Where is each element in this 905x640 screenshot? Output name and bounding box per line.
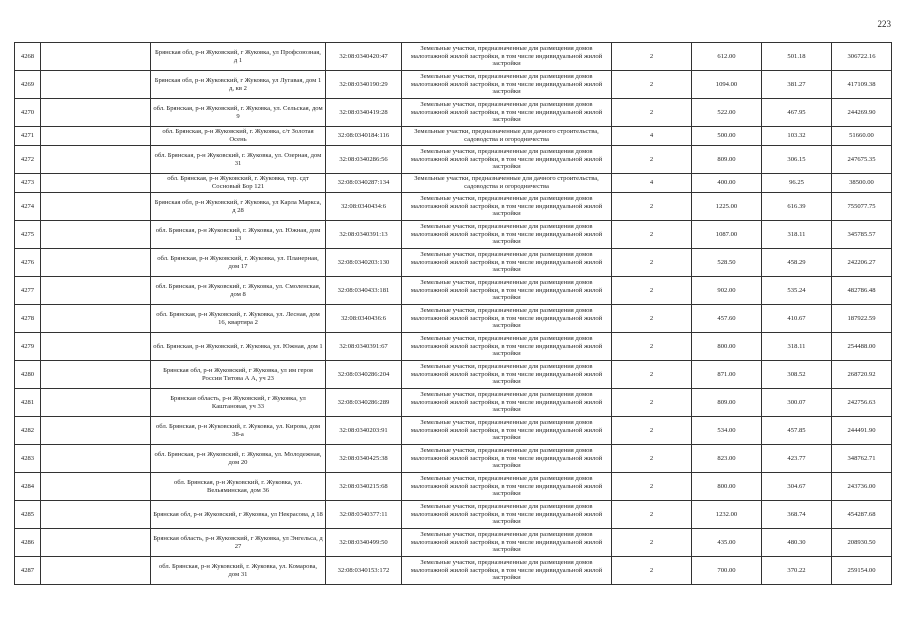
land-use-cell: Земельные участки, предназначенные для дачного строительства, садоводства и огородничества	[402, 174, 612, 193]
area-cell: 700.00	[692, 557, 762, 585]
row-number-cell: 4278	[15, 305, 41, 333]
area-cell: 400.00	[692, 174, 762, 193]
land-use-cell: Земельные участки, предназначенные для размещения домов малоэтажной жилой застройки, в том числе индивидуальной жилой застройки	[402, 529, 612, 557]
use-code-cell: 2	[612, 529, 692, 557]
blank-cell	[41, 174, 151, 193]
specific-value-cell: 616.39	[762, 193, 832, 221]
use-code-cell: 2	[612, 445, 692, 473]
land-use-cell: Земельные участки, предназначенные для дачного строительства, садоводства и огородничества	[402, 127, 612, 146]
row-number-cell: 4282	[15, 417, 41, 445]
land-use-cell: Земельные участки, предназначенные для размещения домов малоэтажной жилой застройки, в том числе индивидуальной жилой застройки	[402, 389, 612, 417]
cadastral-number-cell: 32:08:0340203:130	[326, 249, 402, 277]
area-cell: 435.00	[692, 529, 762, 557]
land-use-cell: Земельные участки, предназначенные для размещения домов малоэтажной жилой застройки, в том числе индивидуальной жилой застройки	[402, 473, 612, 501]
address-cell: Брянская обл, р-н Жуковский, г Жуковка, ул Некрасова, д 18	[151, 501, 326, 529]
land-use-cell: Земельные участки, предназначенные для размещения домов малоэтажной жилой застройки, в том числе индивидуальной жилой застройки	[402, 445, 612, 473]
cadastral-value-table	[14, 42, 892, 585]
specific-value-cell: 306.15	[762, 146, 832, 174]
address-cell: обл. Брянская, р-н Жуковский, г. Жуковка, ул. Вельяминская, дом 36	[151, 473, 326, 501]
land-use-cell: Земельные участки, предназначенные для размещения домов малоэтажной жилой застройки, в том числе индивидуальной жилой застройки	[402, 221, 612, 249]
cadastral-value-cell: 482786.48	[832, 277, 892, 305]
use-code-cell: 2	[612, 277, 692, 305]
specific-value-cell: 96.25	[762, 174, 832, 193]
table-row	[15, 305, 892, 333]
row-number-cell: 4270	[15, 99, 41, 127]
address-cell: обл. Брянская, р-н Жуковский, г. Жуковка, ул. Кирова, дом 38-а	[151, 417, 326, 445]
row-number-cell: 4277	[15, 277, 41, 305]
cadastral-number-cell: 32:08:0340391:67	[326, 333, 402, 361]
area-cell: 809.00	[692, 389, 762, 417]
area-cell: 871.00	[692, 361, 762, 389]
cadastral-number-cell: 32:08:0340391:13	[326, 221, 402, 249]
cadastral-number-cell: 32:08:0340286:204	[326, 361, 402, 389]
blank-cell	[41, 71, 151, 99]
address-cell: обл. Брянская, р-н Жуковский, г. Жуковка, ул. Комарова, дом 31	[151, 557, 326, 585]
row-number-cell: 4269	[15, 71, 41, 99]
specific-value-cell: 381.27	[762, 71, 832, 99]
table-row	[15, 99, 892, 127]
land-use-cell: Земельные участки, предназначенные для размещения домов малоэтажной жилой застройки, в том числе индивидуальной жилой застройки	[402, 71, 612, 99]
specific-value-cell: 457.85	[762, 417, 832, 445]
page-number: 223	[877, 19, 891, 29]
specific-value-cell: 480.30	[762, 529, 832, 557]
cadastral-number-cell: 32:08:0340377:11	[326, 501, 402, 529]
cadastral-value-cell: 243736.00	[832, 473, 892, 501]
blank-cell	[41, 417, 151, 445]
cadastral-number-cell: 32:08:0340425:38	[326, 445, 402, 473]
address-cell: обл. Брянская, р-н Жуковский, г. Жуковка, тер. сдт Сосновый Бор 121	[151, 174, 326, 193]
blank-cell	[41, 249, 151, 277]
use-code-cell: 2	[612, 71, 692, 99]
specific-value-cell: 304.67	[762, 473, 832, 501]
table-row	[15, 146, 892, 174]
use-code-cell: 2	[612, 361, 692, 389]
blank-cell	[41, 127, 151, 146]
row-number-cell: 4271	[15, 127, 41, 146]
use-code-cell: 4	[612, 127, 692, 146]
row-number-cell: 4276	[15, 249, 41, 277]
cadastral-number-cell: 32:08:0340433:181	[326, 277, 402, 305]
area-cell: 1225.00	[692, 193, 762, 221]
area-cell: 612.00	[692, 43, 762, 71]
land-use-cell: Земельные участки, предназначенные для размещения домов малоэтажной жилой застройки, в том числе индивидуальной жилой застройки	[402, 501, 612, 529]
cadastral-value-cell: 254488.00	[832, 333, 892, 361]
row-number-cell: 4268	[15, 43, 41, 71]
table-row	[15, 249, 892, 277]
blank-cell	[41, 361, 151, 389]
cadastral-number-cell: 32:08:0340286:289	[326, 389, 402, 417]
area-cell: 800.00	[692, 473, 762, 501]
row-number-cell: 4281	[15, 389, 41, 417]
area-cell: 809.00	[692, 146, 762, 174]
cadastral-number-cell: 32:08:0340184:116	[326, 127, 402, 146]
cadastral-value-cell: 242756.63	[832, 389, 892, 417]
address-cell: обл. Брянская, р-н Жуковский, г. Жуковка, ул. Сельская, дом 9	[151, 99, 326, 127]
use-code-cell: 2	[612, 305, 692, 333]
specific-value-cell: 300.07	[762, 389, 832, 417]
specific-value-cell: 318.11	[762, 333, 832, 361]
land-use-cell: Земельные участки, предназначенные для размещения домов малоэтажной жилой застройки, в том числе индивидуальной жилой застройки	[402, 557, 612, 585]
blank-cell	[41, 221, 151, 249]
address-cell: Брянская обл, р-н Жуковский, г Жуковка, ул Лугавая, дом 1 д, кв 2	[151, 71, 326, 99]
cadastral-number-cell: 32:08:0340190:29	[326, 71, 402, 99]
specific-value-cell: 501.18	[762, 43, 832, 71]
address-cell: обл. Брянская, р-н Жуковский, г. Жуковка, с/т Золотая Осень	[151, 127, 326, 146]
cadastral-number-cell: 32:08:0340215:68	[326, 473, 402, 501]
table-row	[15, 389, 892, 417]
use-code-cell: 2	[612, 417, 692, 445]
row-number-cell: 4280	[15, 361, 41, 389]
cadastral-value-cell: 247675.35	[832, 146, 892, 174]
blank-cell	[41, 193, 151, 221]
blank-cell	[41, 529, 151, 557]
row-number-cell: 4285	[15, 501, 41, 529]
land-use-cell: Земельные участки, предназначенные для размещения домов малоэтажной жилой застройки, в том числе индивидуальной жилой застройки	[402, 193, 612, 221]
land-use-cell: Земельные участки, предназначенные для размещения домов малоэтажной жилой застройки, в том числе индивидуальной жилой застройки	[402, 305, 612, 333]
cadastral-value-cell: 259154.00	[832, 557, 892, 585]
cadastral-number-cell: 32:08:0340499:50	[326, 529, 402, 557]
table-row	[15, 221, 892, 249]
specific-value-cell: 410.67	[762, 305, 832, 333]
area-cell: 528.50	[692, 249, 762, 277]
area-cell: 902.00	[692, 277, 762, 305]
area-cell: 500.00	[692, 127, 762, 146]
row-number-cell: 4272	[15, 146, 41, 174]
row-number-cell: 4274	[15, 193, 41, 221]
table-row	[15, 361, 892, 389]
use-code-cell: 2	[612, 43, 692, 71]
table-row	[15, 127, 892, 146]
use-code-cell: 2	[612, 501, 692, 529]
land-use-cell: Земельные участки, предназначенные для размещения домов малоэтажной жилой застройки, в том числе индивидуальной жилой застройки	[402, 333, 612, 361]
cadastral-number-cell: 32:08:0340287:134	[326, 174, 402, 193]
table-row	[15, 333, 892, 361]
specific-value-cell: 535.24	[762, 277, 832, 305]
address-cell: Брянская область, р-н Жуковский, г Жуковка, ул Каштановая, уч 33	[151, 389, 326, 417]
address-cell: обл. Брянская, р-н Жуковский, г. Жуковка, ул. Планерная, дом 17	[151, 249, 326, 277]
blank-cell	[41, 333, 151, 361]
address-cell: обл. Брянская, р-н Жуковский, г. Жуковка, ул. Южная, дом 13	[151, 221, 326, 249]
cadastral-value-cell: 187922.59	[832, 305, 892, 333]
area-cell: 1087.00	[692, 221, 762, 249]
table-row	[15, 445, 892, 473]
row-number-cell: 4283	[15, 445, 41, 473]
cadastral-number-cell: 32:08:0340203:91	[326, 417, 402, 445]
table-row	[15, 417, 892, 445]
use-code-cell: 2	[612, 473, 692, 501]
land-use-cell: Земельные участки, предназначенные для размещения домов малоэтажной жилой застройки, в том числе индивидуальной жилой застройки	[402, 99, 612, 127]
row-number-cell: 4284	[15, 473, 41, 501]
area-cell: 823.00	[692, 445, 762, 473]
specific-value-cell: 458.29	[762, 249, 832, 277]
cadastral-number-cell: 32:08:0340153:172	[326, 557, 402, 585]
specific-value-cell: 423.77	[762, 445, 832, 473]
cadastral-value-cell: 417109.38	[832, 71, 892, 99]
address-cell: Брянская обл, р-н Жуковский, г Жуковка, ул Профсоюзная, д 1	[151, 43, 326, 71]
land-use-cell: Земельные участки, предназначенные для размещения домов малоэтажной жилой застройки, в том числе индивидуальной жилой застройки	[402, 249, 612, 277]
blank-cell	[41, 99, 151, 127]
specific-value-cell: 318.11	[762, 221, 832, 249]
area-cell: 534.00	[692, 417, 762, 445]
table-row	[15, 529, 892, 557]
land-use-cell: Земельные участки, предназначенные для размещения домов малоэтажной жилой застройки, в том числе индивидуальной жилой застройки	[402, 277, 612, 305]
land-use-cell: Земельные участки, предназначенные для размещения домов малоэтажной жилой застройки, в том числе индивидуальной жилой застройки	[402, 361, 612, 389]
cadastral-number-cell: 32:08:0340419:28	[326, 99, 402, 127]
address-cell: обл. Брянская, р-н Жуковский, г. Жуковка, ул. Смоленская, дом 8	[151, 277, 326, 305]
cadastral-number-cell: 32:08:0340286:56	[326, 146, 402, 174]
cadastral-value-cell: 242206.27	[832, 249, 892, 277]
cadastral-value-cell: 348762.71	[832, 445, 892, 473]
address-cell: обл. Брянская, р-н Жуковский, г. Жуковка, ул. Молодежная, дом 20	[151, 445, 326, 473]
cadastral-value-cell: 345785.57	[832, 221, 892, 249]
table-row	[15, 501, 892, 529]
area-cell: 522.00	[692, 99, 762, 127]
use-code-cell: 2	[612, 389, 692, 417]
area-cell: 1094.00	[692, 71, 762, 99]
address-cell: обл. Брянская, р-н Жуковский, г. Жуковка, ул. Южная, дом 1	[151, 333, 326, 361]
use-code-cell: 2	[612, 333, 692, 361]
blank-cell	[41, 501, 151, 529]
blank-cell	[41, 305, 151, 333]
cadastral-number-cell: 32:08:0340434:6	[326, 193, 402, 221]
use-code-cell: 2	[612, 99, 692, 127]
cadastral-value-cell: 244269.90	[832, 99, 892, 127]
table-row	[15, 71, 892, 99]
use-code-cell: 2	[612, 193, 692, 221]
blank-cell	[41, 389, 151, 417]
address-cell: Брянская область, р-н Жуковский, г Жуковка, ул Энгельса, д 27	[151, 529, 326, 557]
cadastral-value-cell: 38500.00	[832, 174, 892, 193]
blank-cell	[41, 146, 151, 174]
row-number-cell: 4273	[15, 174, 41, 193]
specific-value-cell: 308.52	[762, 361, 832, 389]
blank-cell	[41, 473, 151, 501]
specific-value-cell: 103.32	[762, 127, 832, 146]
row-number-cell: 4279	[15, 333, 41, 361]
address-cell: Брянская обл, р-н Жуковский, г Жуковка, ул Карла Маркса, д 28	[151, 193, 326, 221]
specific-value-cell: 467.95	[762, 99, 832, 127]
table-row	[15, 277, 892, 305]
use-code-cell: 2	[612, 221, 692, 249]
cadastral-value-cell: 268720.92	[832, 361, 892, 389]
land-use-cell: Земельные участки, предназначенные для размещения домов малоэтажной жилой застройки, в том числе индивидуальной жилой застройки	[402, 417, 612, 445]
use-code-cell: 2	[612, 557, 692, 585]
cadastral-value-cell: 244491.90	[832, 417, 892, 445]
blank-cell	[41, 445, 151, 473]
cadastral-value-cell: 51660.00	[832, 127, 892, 146]
table-row	[15, 43, 892, 71]
cadastral-value-cell: 454287.68	[832, 501, 892, 529]
area-cell: 1232.00	[692, 501, 762, 529]
row-number-cell: 4287	[15, 557, 41, 585]
land-use-cell: Земельные участки, предназначенные для размещения домов малоэтажной жилой застройки, в том числе индивидуальной жилой застройки	[402, 43, 612, 71]
cadastral-value-cell: 306722.16	[832, 43, 892, 71]
specific-value-cell: 368.74	[762, 501, 832, 529]
address-cell: обл. Брянская, р-н Жуковский, г. Жуковка, ул. Озерная, дом 31	[151, 146, 326, 174]
area-cell: 800.00	[692, 333, 762, 361]
row-number-cell: 4286	[15, 529, 41, 557]
cadastral-number-cell: 32:08:0340420:47	[326, 43, 402, 71]
use-code-cell: 4	[612, 174, 692, 193]
blank-cell	[41, 277, 151, 305]
table-row	[15, 174, 892, 193]
address-cell: Брянская обл, р-н Жуковский, г Жуковка, ул им героя России Титова А А, уч 23	[151, 361, 326, 389]
table-row	[15, 473, 892, 501]
table-row	[15, 193, 892, 221]
blank-cell	[41, 43, 151, 71]
address-cell: обл. Брянская, р-н Жуковский, г. Жуковка, ул. Лесная, дом 16, квартира 2	[151, 305, 326, 333]
specific-value-cell: 370.22	[762, 557, 832, 585]
use-code-cell: 2	[612, 146, 692, 174]
table-row	[15, 557, 892, 585]
cadastral-value-cell: 208930.50	[832, 529, 892, 557]
row-number-cell: 4275	[15, 221, 41, 249]
area-cell: 457.60	[692, 305, 762, 333]
land-use-cell: Земельные участки, предназначенные для размещения домов малоэтажной жилой застройки, в том числе индивидуальной жилой застройки	[402, 146, 612, 174]
blank-cell	[41, 557, 151, 585]
cadastral-value-cell: 755077.75	[832, 193, 892, 221]
cadastral-number-cell: 32:08:0340436:6	[326, 305, 402, 333]
use-code-cell: 2	[612, 249, 692, 277]
